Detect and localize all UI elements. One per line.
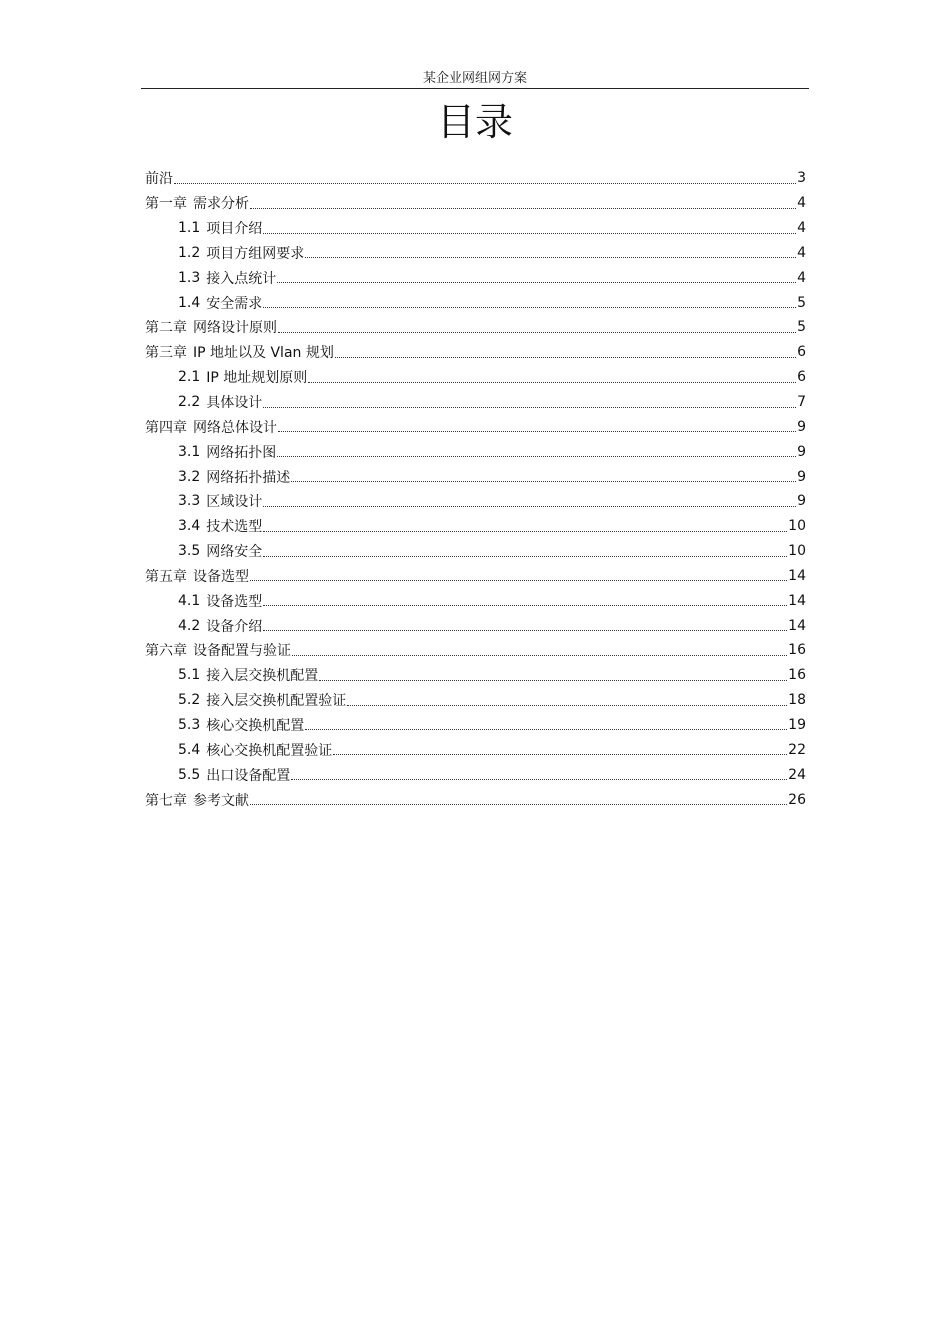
- toc-entry-page-number: 7: [797, 394, 806, 411]
- toc-entry[interactable]: [145, 414, 806, 439]
- toc-entry-page-number: 14: [788, 567, 806, 584]
- toc-entry[interactable]: [145, 514, 806, 539]
- dot-leader: [308, 368, 796, 383]
- toc-entry-label: 具体设计: [206, 395, 263, 412]
- dot-leader: [305, 715, 787, 730]
- toc-entry-label: 网络安全: [206, 544, 263, 561]
- dot-leader: [263, 393, 796, 408]
- toc-entry-label: 出口设备配置: [206, 767, 291, 784]
- toc-entry[interactable]: [145, 588, 806, 613]
- toc-entry[interactable]: [145, 216, 806, 241]
- toc-entry-page-number: 9: [797, 443, 806, 460]
- toc-entry-number: 1.1: [178, 220, 201, 237]
- toc-entry-label: 参考文献: [193, 792, 249, 809]
- toc-entry[interactable]: [145, 787, 806, 812]
- toc-entry-label: 核心交换机配置: [206, 717, 305, 734]
- toc-entry-page-number: 5: [797, 294, 806, 311]
- toc-entry-number: 第一章: [145, 196, 187, 213]
- dot-leader: [263, 293, 796, 308]
- dot-leader: [263, 616, 787, 631]
- toc-entry-number: 第五章: [145, 568, 187, 585]
- dot-leader: [277, 268, 796, 283]
- dot-leader: [333, 740, 787, 755]
- toc-entry-page-number: 19: [788, 716, 806, 733]
- toc-entry-number: 第四章: [145, 419, 187, 436]
- toc-entry-number: 3.5: [178, 543, 201, 560]
- toc-entry-label: 技术选型: [206, 519, 263, 536]
- toc-entry-label: 项目介绍: [206, 221, 263, 238]
- toc-entry-label: 需求分析: [193, 196, 249, 213]
- toc-entry-number: 3.1: [178, 443, 201, 460]
- toc-entry[interactable]: [145, 762, 806, 787]
- toc-entry-label: 安全需求: [206, 295, 263, 312]
- toc-entry-label: 设备选型: [206, 593, 263, 610]
- toc-entry-label: 设备选型: [193, 568, 249, 585]
- toc-entry[interactable]: [145, 365, 806, 390]
- toc-entry-label: 前沿: [145, 171, 173, 188]
- toc-entry-number: 4.1: [178, 592, 201, 609]
- dot-leader: [335, 343, 796, 358]
- dot-leader: [174, 169, 796, 184]
- toc-entry-label: IP 地址以及 Vlan 规划: [193, 345, 334, 362]
- dot-leader: [319, 666, 787, 681]
- table-of-contents: [145, 166, 806, 812]
- toc-entry-label: 接入层交换机配置: [206, 668, 319, 685]
- toc-entry-number: 第三章: [145, 345, 187, 362]
- toc-entry-number: 2.1: [178, 369, 201, 386]
- toc-entry-page-number: 4: [797, 269, 806, 286]
- dot-leader: [263, 517, 787, 532]
- toc-entry-label: 设备介绍: [206, 618, 263, 635]
- toc-entry-page-number: 5: [797, 319, 806, 336]
- toc-entry[interactable]: [145, 464, 806, 489]
- toc-entry-number: 3.2: [178, 468, 201, 485]
- toc-entry[interactable]: [145, 489, 806, 514]
- toc-entry-page-number: 16: [788, 642, 806, 659]
- toc-entry-page-number: 16: [788, 667, 806, 684]
- toc-entry-number: 3.4: [178, 518, 201, 535]
- dot-leader: [305, 243, 796, 258]
- header-rule: [141, 88, 809, 89]
- dot-leader: [347, 691, 787, 706]
- toc-entry-number: 5.1: [178, 667, 201, 684]
- toc-entry[interactable]: [145, 340, 806, 365]
- toc-entry-label: 项目方组网要求: [206, 245, 305, 262]
- toc-entry-page-number: 6: [797, 369, 806, 386]
- toc-entry-page-number: 6: [797, 344, 806, 361]
- toc-entry-page-number: 10: [788, 518, 806, 535]
- toc-entry[interactable]: [145, 439, 806, 464]
- dot-leader: [263, 219, 796, 234]
- toc-entry[interactable]: [145, 166, 806, 191]
- toc-entry[interactable]: [145, 265, 806, 290]
- toc-entry-page-number: 26: [788, 791, 806, 808]
- toc-entry-page-number: 22: [788, 741, 806, 758]
- toc-entry-number: 1.4: [178, 294, 201, 311]
- toc-entry[interactable]: [145, 191, 806, 216]
- toc-entry[interactable]: [145, 638, 806, 663]
- dot-leader: [278, 417, 796, 432]
- dot-leader: [291, 467, 796, 482]
- toc-entry-number: 第二章: [145, 320, 187, 337]
- toc-entry-number: 5.5: [178, 766, 201, 783]
- dot-leader: [263, 492, 796, 507]
- toc-entry-label: 接入层交换机配置验证: [206, 693, 347, 710]
- dot-leader: [277, 442, 796, 457]
- toc-entry-label: 接入点统计: [206, 270, 277, 287]
- page-header: 某企业网组网方案: [422, 71, 527, 86]
- dot-leader: [250, 194, 796, 209]
- dot-leader: [292, 641, 787, 656]
- toc-title: 目录: [436, 100, 513, 144]
- toc-entry-number: 3.3: [178, 493, 201, 510]
- toc-entry-page-number: 3: [797, 170, 806, 187]
- dot-leader: [263, 542, 787, 557]
- dot-leader: [250, 566, 787, 581]
- toc-entry-page-number: 14: [788, 592, 806, 609]
- toc-entry-label: 网络设计原则: [193, 320, 277, 337]
- dot-leader: [291, 765, 787, 780]
- toc-entry-label: 设备配置与验证: [193, 643, 291, 660]
- dot-leader: [250, 790, 787, 805]
- toc-entry-number: 5.3: [178, 716, 201, 733]
- toc-entry-page-number: 9: [797, 468, 806, 485]
- toc-entry-label: 网络拓扑图: [206, 444, 277, 461]
- toc-entry[interactable]: [145, 713, 806, 738]
- toc-entry[interactable]: [145, 390, 806, 415]
- toc-entry-number: 1.2: [178, 244, 201, 261]
- toc-entry-number: 第六章: [145, 643, 187, 660]
- toc-entry-page-number: 9: [797, 493, 806, 510]
- dot-leader: [278, 318, 796, 333]
- toc-entry[interactable]: [145, 564, 806, 589]
- toc-entry-label: 核心交换机配置验证: [206, 742, 333, 759]
- toc-entry-page-number: 4: [797, 220, 806, 237]
- toc-entry-number: 1.3: [178, 269, 201, 286]
- toc-entry[interactable]: [145, 241, 806, 266]
- toc-entry[interactable]: [145, 688, 806, 713]
- dot-leader: [263, 591, 787, 606]
- toc-entry-page-number: 9: [797, 418, 806, 435]
- toc-entry[interactable]: [145, 539, 806, 564]
- toc-entry-label: 区域设计: [206, 494, 263, 511]
- toc-entry-number: 4.2: [178, 617, 201, 634]
- toc-entry-label: 网络总体设计: [193, 419, 277, 436]
- toc-entry-page-number: 18: [788, 692, 806, 709]
- toc-entry-number: 2.2: [178, 394, 201, 411]
- toc-entry[interactable]: [145, 315, 806, 340]
- toc-entry-number: 第七章: [145, 792, 187, 809]
- toc-entry-page-number: 14: [788, 617, 806, 634]
- toc-entry[interactable]: [145, 737, 806, 762]
- toc-entry-label: 网络拓扑描述: [206, 469, 291, 486]
- toc-entry[interactable]: [145, 663, 806, 688]
- toc-entry-label: IP 地址规划原则: [206, 370, 308, 387]
- toc-entry[interactable]: [145, 290, 806, 315]
- toc-entry-number: 5.2: [178, 692, 201, 709]
- toc-entry-page-number: 4: [797, 244, 806, 261]
- toc-entry-page-number: 10: [788, 543, 806, 560]
- toc-entry-page-number: 24: [788, 766, 806, 783]
- toc-entry[interactable]: [145, 613, 806, 638]
- toc-entry-page-number: 4: [797, 195, 806, 212]
- toc-entry-number: 5.4: [178, 741, 201, 758]
